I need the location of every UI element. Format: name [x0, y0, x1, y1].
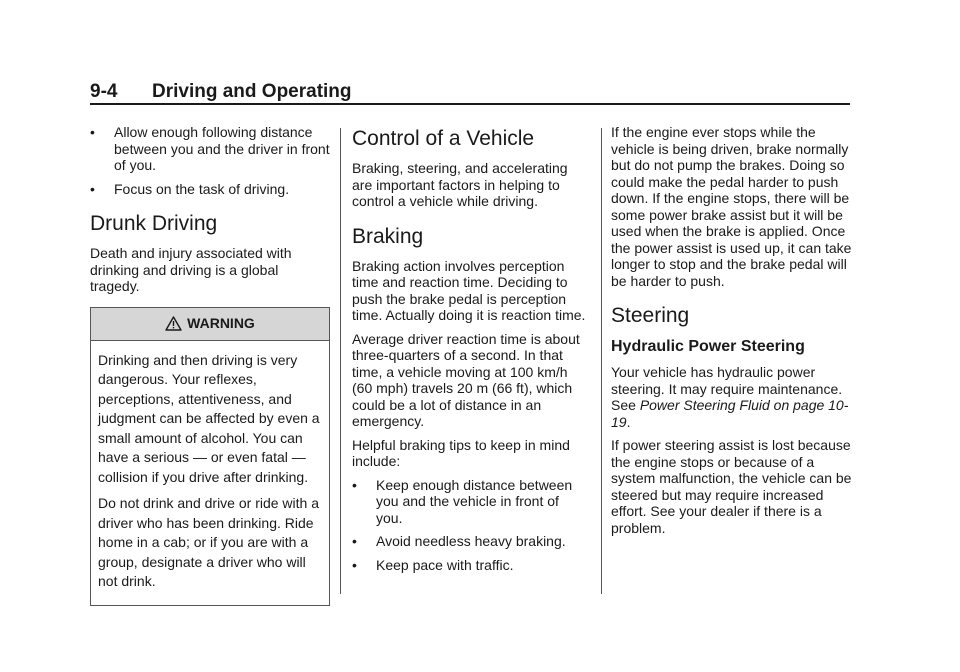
warning-body	[91, 341, 329, 605]
bullet-icon: •	[90, 180, 95, 197]
page-header	[90, 81, 850, 103]
steering-assist-lost-text: If power steering assist is lost because the engine stops or because of a system malfunction, the vehicle can be steered but may require increased effort. See your dealer if there is a problem.	[611, 437, 852, 536]
drunk-driving-text: Death and injury associated with drinking and driving is a global tragedy.	[90, 245, 292, 294]
hydraulic-power-steering-text: Your vehicle has hydraulic power steering. It may require maintenance. See Power Steering Fluid on page 10-19.	[611, 364, 849, 430]
list-item: • Allow enough following distance between you and the driver in front of you.	[90, 124, 330, 173]
list-item: • Keep pace with traffic.	[352, 556, 514, 573]
warning-paragraph: Do not drink and drive or ride with a driver who has been drinking. Ride home in a cab; or if you are with a group, designate a driver who will not drink.	[98, 495, 319, 589]
column-right	[611, 124, 855, 543]
list-item: • Avoid needless heavy braking.	[352, 533, 566, 549]
warning-paragraph: Drinking and then driving is very dangerous. Your reflexes, perceptions, attentiveness, and judgment can be affected by even a small amount of alcohol. You can have a serious — or even fatal — collision if you drive after drinking.	[98, 351, 320, 485]
page-section-number: 9-4	[90, 81, 118, 102]
braking-tips-list	[352, 477, 588, 574]
warning-box	[90, 307, 330, 606]
bullet-icon: •	[352, 556, 357, 573]
drunk-driving-heading: Drunk Driving	[90, 212, 218, 235]
column-divider-left	[340, 128, 341, 594]
list-item: • Keep enough distance between you and the vehicle in front of you.	[352, 476, 573, 526]
braking-paragraph: Braking action involves perception time and reaction time. Deciding to push the brake pedal is perception time. Actually doing it is reaction time.	[352, 257, 586, 323]
control-text: Braking, steering, and accelerating are important factors in helping to control a vehicle while driving.	[352, 160, 568, 209]
warning-title: WARNING	[187, 315, 255, 332]
header-rule	[90, 103, 850, 105]
power-steering-fluid-link[interactable]: Power Steering Fluid on page 10-19	[611, 397, 849, 430]
column-divider-right	[601, 128, 602, 594]
bullet-icon: •	[352, 533, 357, 549]
list-item: • Focus on the task of driving.	[90, 180, 290, 197]
braking-paragraph: Helpful braking tips to keep in mind include:	[352, 436, 570, 469]
bullet-icon: •	[90, 124, 95, 140]
warning-triangle-icon	[165, 316, 182, 331]
engine-stop-text: If the engine ever stops while the vehicle is being driven, brake normally but do not pump the brakes. Doing so could make the pedal harder to push down. If the engine stops, there will be some power brake assist but it will be used when the brake is applied. Once the power assist is used up, it can take longer to stop and the brake pedal will be harder to push.	[611, 124, 852, 289]
following-tips-list	[90, 124, 330, 197]
warning-header	[91, 308, 329, 341]
braking-paragraph: Average driver reaction time is about three-quarters of a second. In that time, a vehicle moving at 100 km/h (60 mph) travels 20 m (66 ft), which could be a lot of distance in an emergency.	[352, 330, 580, 429]
braking-heading: Braking	[352, 224, 424, 248]
steering-heading: Steering	[611, 304, 690, 327]
column-left	[90, 124, 330, 606]
control-heading: Control of a Vehicle	[352, 127, 535, 150]
page-section-title: Driving and Operating	[152, 81, 352, 102]
bullet-icon: •	[352, 476, 357, 493]
column-middle	[352, 124, 588, 581]
hydraulic-power-steering-heading: Hydraulic Power Steering	[611, 338, 805, 355]
